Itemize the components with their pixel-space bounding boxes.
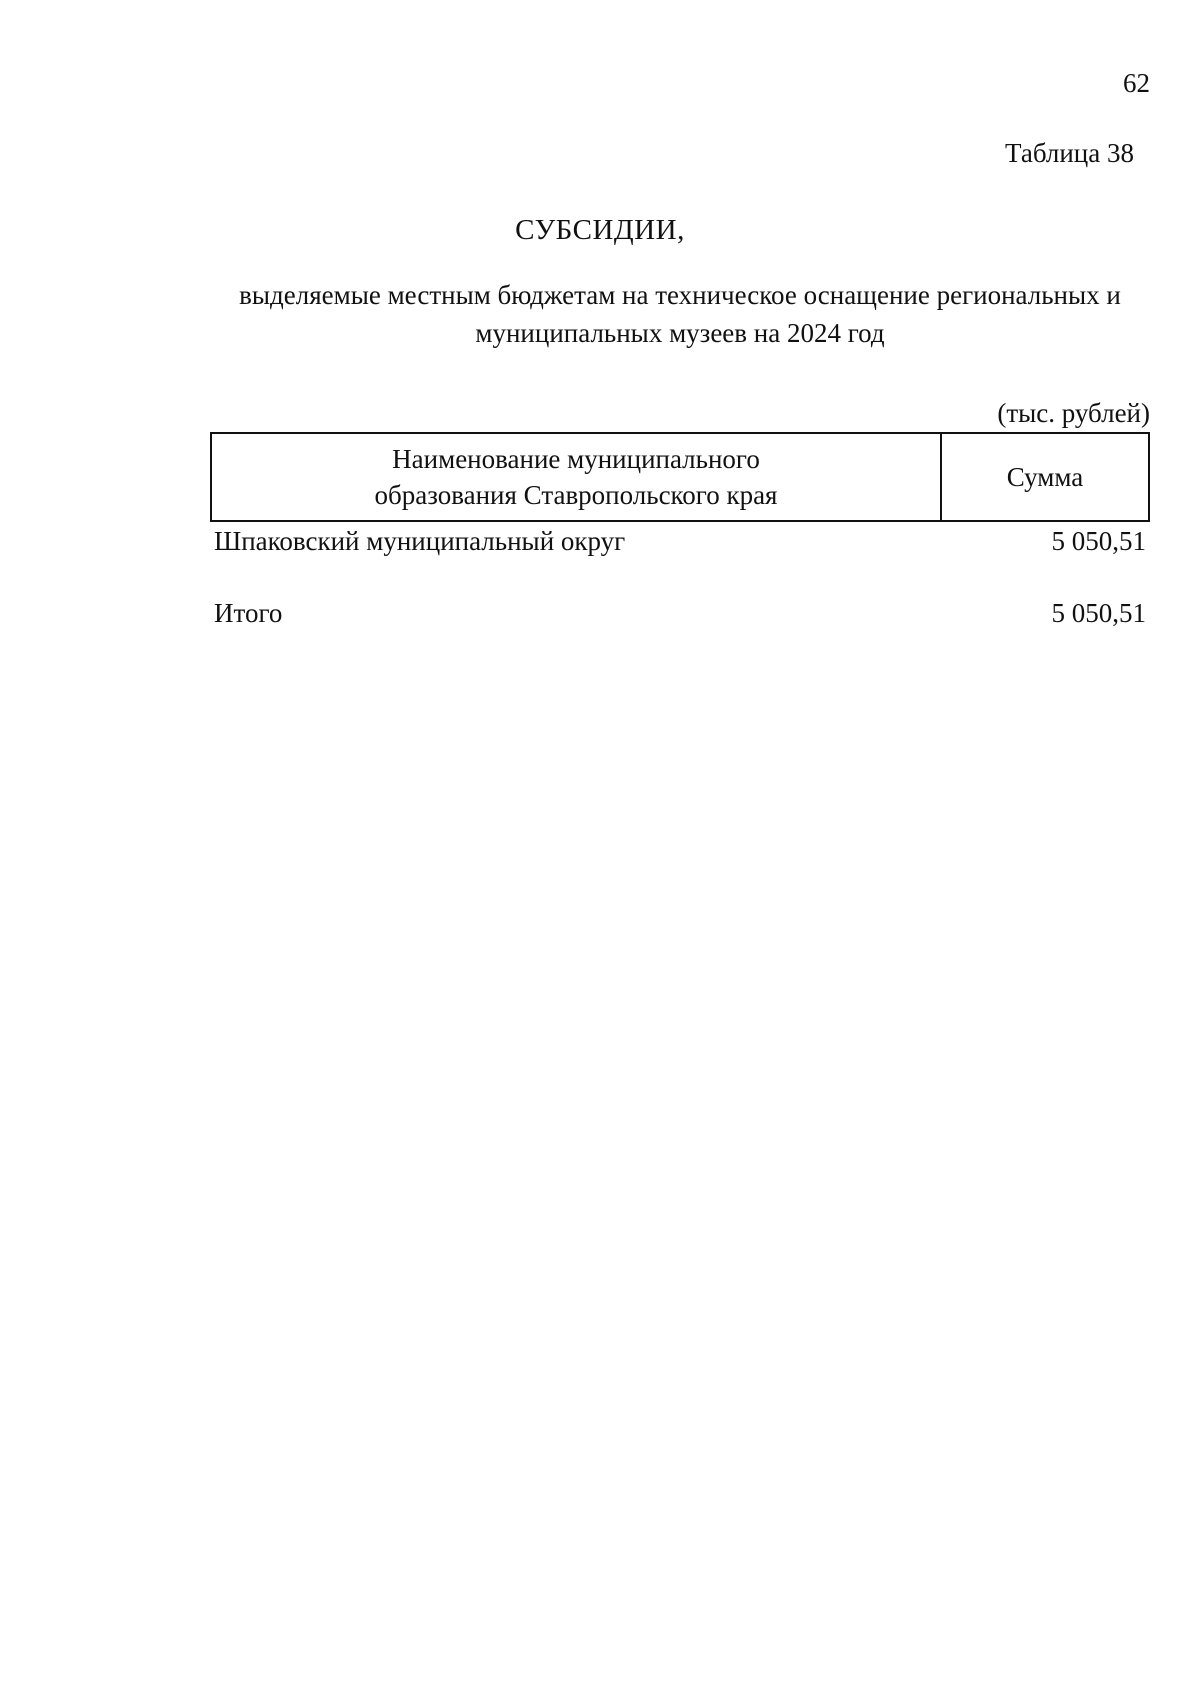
page-number: 62 [1123,68,1150,98]
units-label: (тыс. рублей) [997,398,1150,428]
document-subtitle: выделяемые местным бюджетам на техническое оснащение региональных и муниципальных музеев на 2024 год [239,280,1121,348]
table-label: Таблица 38 [1005,138,1134,168]
header-municipality-label: Наименование муниципального образования Ставропольского края [374,444,778,510]
table-row [214,526,1146,557]
header-sum [942,434,1148,520]
header-sum-label: Сумма [1006,462,1084,492]
row-sum: 5 050,51 [1051,526,1146,556]
total-sum: 5 050,51 [1051,598,1146,628]
table-header [210,432,1150,522]
header-municipality [212,434,942,520]
document-title: СУБСИДИИ, [515,214,685,246]
total-label: Итого [214,598,283,628]
total-row [214,598,1146,629]
row-municipality: Шпаковский муниципальный округ [214,526,626,556]
